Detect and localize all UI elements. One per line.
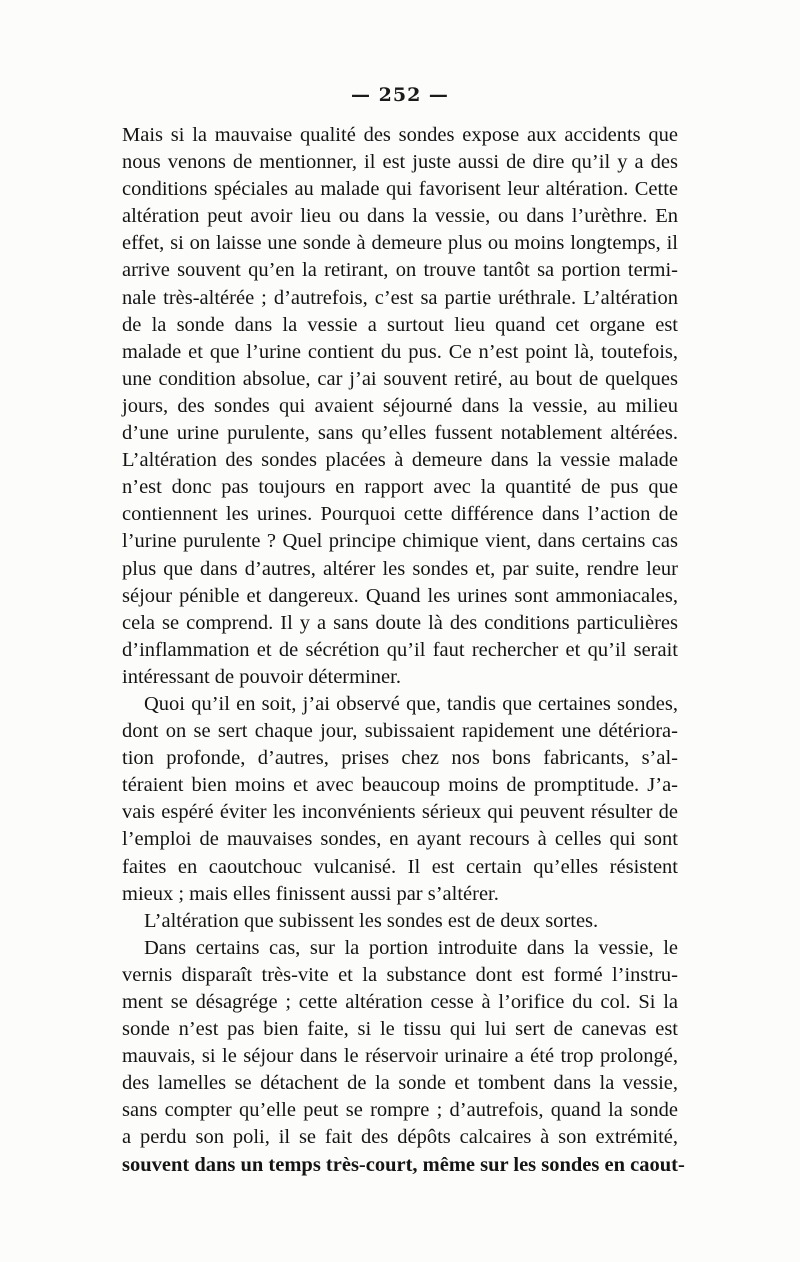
text-line: cela se comprend. Il y a sans doute là des conditions particulières: [122, 611, 678, 634]
text-line: Mais si la mauvaise qualité des sondes expose aux accidents que: [122, 124, 678, 146]
paragraph-4-continued: [122, 962, 685, 1179]
text-line: contiennent les urines. Pourquoi cette différence dans l’action de: [122, 503, 678, 526]
text-line: intéressant de pouvoir déterminer.: [122, 665, 401, 688]
paragraph-2-continued: [122, 718, 678, 908]
text-line: vernis disparaît très-vite et la substance dont est formé l’instru-: [122, 963, 678, 986]
text-line: L’altération que subissent les sondes est de deux sortes.: [144, 909, 599, 932]
text-line: téraient bien moins et avec beaucoup moins de promptitude. J’a-: [122, 774, 678, 797]
text-line: tion profonde, d’autres, prises chez nos bons fabricants, s’al-: [122, 747, 678, 770]
text-line: conditions spéciales au malade qui favorisent leur altération. Cette: [122, 178, 678, 201]
text-line: nale très-altérée ; d’autrefois, c’est sa partie uréthrale. L’altération: [122, 286, 678, 309]
text-line: ment se désagrége ; cette altération cesse à l’orifice du col. Si la: [122, 991, 678, 1013]
text-line: nous venons de mentionner, il est juste aussi de dire qu’il y a des: [122, 151, 678, 174]
paragraph-3: [122, 908, 678, 935]
text-line: des lamelles se détachent de la sonde et tombent dans la vessie,: [122, 1072, 678, 1095]
paragraph-2: [122, 691, 678, 718]
body-text: [122, 122, 685, 1179]
text-line: malade et que l’urine contient du pus. Ce n’est point là, toutefois,: [122, 340, 678, 363]
text-line: mauvais, si le séjour dans le réservoir urinaire a été trop prolongé,: [122, 1045, 678, 1068]
text-line: Dans certains cas, sur la portion introduite dans la vessie, le: [144, 936, 678, 959]
text-line: de la sonde dans la vessie a surtout lieu quand cet organe est: [122, 313, 678, 336]
paragraph-1: [122, 122, 678, 691]
text-line: L’altération des sondes placées à demeure dans la vessie malade: [122, 449, 678, 472]
text-line: d’une urine purulente, sans qu’elles fussent notablement altérées.: [122, 422, 678, 445]
text-line: altération peut avoir lieu ou dans la vessie, ou dans l’urèthre. En: [122, 205, 678, 228]
text-line: faites en caoutchouc vulcanisé. Il est certain qu’elles résistent: [122, 855, 678, 878]
text-line: séjour pénible et dangereux. Quand les urines sont ammoniacales,: [122, 584, 678, 607]
text-line: plus que dans d’autres, altérer les sondes et, par suite, rendre leur: [122, 557, 678, 580]
text-line: sans compter qu’elle peut se rompre ; d’autrefois, quand la sonde: [122, 1099, 678, 1122]
text-line: une condition absolue, car j’ai souvent retiré, au bout de quelques: [122, 367, 678, 390]
text-line: vais espéré éviter les inconvénients sérieux qui peuvent résulter de: [122, 801, 678, 824]
text-line: dont on se sert chaque jour, subissaient rapidement une détériora-: [122, 720, 678, 743]
text-line: a perdu son poli, il se fait des dépôts calcaires à son extrémité,: [122, 1126, 678, 1149]
text-line: mieux ; mais elles finissent aussi par s’altérer.: [122, 882, 499, 905]
text-line: souvent dans un temps très-court, même sur les sondes en caout-: [122, 1153, 685, 1176]
page-number: — 252 —: [351, 84, 449, 106]
text-line: arrive souvent qu’en la retirant, on trouve tantôt sa portion termi-: [122, 259, 678, 282]
text-line: sonde n’est pas bien faite, si le tissu qui lui sert de canevas est: [122, 1018, 678, 1041]
text-line: l’urine purulente ? Quel principe chimique vient, dans certains cas: [122, 530, 678, 553]
text-line: Quoi qu’il en soit, j’ai observé que, tandis que certaines sondes,: [144, 692, 678, 715]
text-line: l’emploi de mauvaises sondes, en ayant recours à celles qui sont: [122, 828, 678, 851]
text-line: effet, si on laisse une sonde à demeure plus ou moins longtemps, il: [122, 232, 678, 255]
text-line: n’est donc pas toujours en rapport avec la quantité de pus que: [122, 476, 678, 499]
text-line: d’inflammation et de sécrétion qu’il faut rechercher et qu’il serait: [122, 638, 678, 661]
text-line: jours, des sondes qui avaient séjourné dans la vessie, au milieu: [122, 394, 678, 417]
paragraph-4: [122, 935, 678, 962]
